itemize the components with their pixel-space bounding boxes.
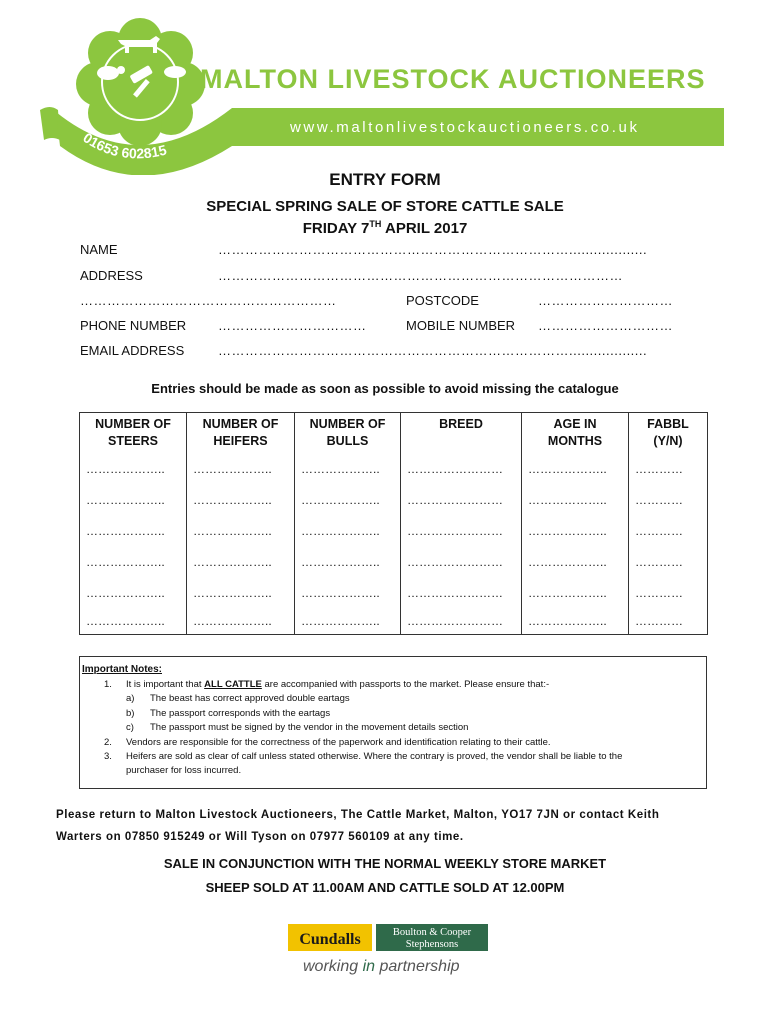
heifers-entry-field[interactable]: ……………….. [187, 453, 295, 484]
auctioneers-logo [0, 0, 232, 175]
partner-logos [288, 922, 493, 978]
bulls-entry-field[interactable]: ……………….. [295, 453, 401, 484]
age-entry-field[interactable]: ……………….. [522, 546, 629, 577]
partnership-tagline: working in partnership [303, 958, 460, 975]
fabbl-entry-field[interactable]: ………… [629, 546, 708, 577]
table-row [80, 515, 708, 546]
note-1c-label: c) [126, 722, 134, 733]
breed-entry-field[interactable]: …………………… [401, 484, 522, 515]
bulls-entry-field[interactable]: ……………….. [295, 484, 401, 515]
fabbl-entry-field[interactable]: ………… [629, 453, 708, 484]
address-label: ADDRESS [80, 268, 143, 283]
catalogue-notice: Entries should be made as soon as possible to avoid missing the catalogue [151, 381, 619, 396]
header-steers: NUMBER OF STEERS [80, 413, 187, 454]
table-row [80, 608, 708, 635]
note-1b-label: b) [126, 708, 135, 719]
header-age: AGE IN MONTHS [522, 413, 629, 454]
website-url[interactable]: www.maltonlivestockauctioneers.co.uk [290, 119, 640, 136]
phone-label: PHONE NUMBER [80, 318, 187, 333]
heifers-entry-field[interactable]: ……………….. [187, 577, 295, 608]
sale-times-note: SHEEP SOLD AT 11.00AM AND CATTLE SOLD AT 12.00PM [205, 880, 565, 895]
steers-entry-field[interactable]: ……………….. [80, 577, 187, 608]
age-entry-field[interactable]: ……………….. [522, 484, 629, 515]
breed-entry-field[interactable]: …………………… [401, 453, 522, 484]
cundalls-logo: Cundalls [299, 931, 361, 948]
note-3-number: 3. [104, 751, 112, 762]
note-1-text: It is important that ALL CATTLE are accompanied with passports to the market. Please ensure that:- [126, 679, 550, 690]
contact-line-2: Warters on 07850 915249 or Will Tyson on 07977 560109 at any time. [56, 831, 464, 843]
header-fabbl: FABBL (Y/N) [629, 413, 708, 454]
email-label: EMAIL ADDRESS [80, 343, 185, 358]
table-row [80, 577, 708, 608]
bulls-entry-field[interactable]: ……………….. [295, 577, 401, 608]
postcode-label: POSTCODE [406, 293, 479, 308]
steers-entry-field[interactable]: ……………….. [80, 515, 187, 546]
fabbl-entry-field[interactable]: ………… [629, 515, 708, 546]
sale-conjunction-note: SALE IN CONJUNCTION WITH THE NORMAL WEEKLY STORE MARKET [163, 856, 607, 871]
name-field[interactable]: ……………………………………………………………………................... [218, 242, 648, 257]
breed-entry-field[interactable]: …………………… [401, 577, 522, 608]
header-bulls: NUMBER OF BULLS [295, 413, 401, 454]
heifers-entry-field[interactable]: ……………….. [187, 515, 295, 546]
age-entry-field[interactable]: ……………….. [522, 608, 629, 635]
address-field[interactable]: ……………………………………………………………………………… [218, 268, 623, 283]
steers-entry-field[interactable]: ……………….. [80, 484, 187, 515]
phone-field[interactable]: …………………………… [218, 318, 367, 333]
brand-title: MALTON LIVESTOCK AUCTIONEERS [200, 64, 706, 94]
table-header-row [80, 413, 708, 454]
heifers-entry-field[interactable]: ……………….. [187, 546, 295, 577]
breed-entry-field[interactable]: …………………… [401, 546, 522, 577]
form-title: ENTRY FORM [329, 170, 441, 189]
note-1a-label: a) [126, 693, 135, 704]
table-row [80, 546, 708, 577]
note-1c-text: The passport must be signed by the vendor in the movement details section [150, 722, 469, 733]
contact-line-1: Please return to Malton Livestock Auctioneers, The Cattle Market, Malton, YO17 7JN or contact Keith [56, 809, 660, 821]
bulls-entry-field[interactable]: ……………….. [295, 515, 401, 546]
heifers-entry-field[interactable]: ……………….. [187, 608, 295, 635]
header-heifers: NUMBER OF HEIFERS [187, 413, 295, 454]
note-3-text-cont: purchaser for loss incurred. [126, 765, 242, 776]
note-1a-text: The beast has correct approved double eartags [150, 693, 350, 704]
table-row [80, 484, 708, 515]
notes-heading: Important Notes: [82, 664, 162, 675]
important-notes [79, 656, 707, 789]
fabbl-entry-field[interactable]: ………… [629, 608, 708, 635]
age-entry-field[interactable]: ……………….. [522, 515, 629, 546]
email-field[interactable]: ……………………………………………………………………................... [218, 343, 648, 358]
note-1b-text: The passport corresponds with the eartags [150, 708, 331, 719]
note-3-text: Heifers are sold as clear of calf unless stated otherwise. Where the contrary is proved, the vendor shall be liable to the [126, 751, 623, 762]
name-label: NAME [80, 242, 118, 257]
boulton-cooper-logo: Boulton & Cooper [392, 927, 472, 938]
bulls-entry-field[interactable]: ……………….. [295, 546, 401, 577]
table-row [80, 453, 708, 484]
ribbon-phone: 01653 602815 [80, 129, 169, 162]
address-line2-field[interactable]: ………………………………………………… [80, 293, 337, 308]
stephensons-logo: Stephensons [405, 939, 459, 950]
breed-entry-field[interactable]: …………………… [401, 515, 522, 546]
breed-entry-field[interactable]: …………………… [401, 608, 522, 635]
age-entry-field[interactable]: ……………….. [522, 453, 629, 484]
steers-entry-field[interactable]: ……………….. [80, 608, 187, 635]
postcode-field[interactable]: ………………………… [538, 293, 673, 308]
header-breed: BREED [401, 413, 522, 454]
age-entry-field[interactable]: ……………….. [522, 577, 629, 608]
fabbl-entry-field[interactable]: ………… [629, 577, 708, 608]
steers-entry-field[interactable]: ……………….. [80, 546, 187, 577]
sale-name: SPECIAL SPRING SALE OF STORE CATTLE SALE [206, 198, 564, 215]
fabbl-entry-field[interactable]: ………… [629, 484, 708, 515]
mobile-label: MOBILE NUMBER [406, 318, 516, 333]
return-instructions [56, 804, 726, 848]
entries-table [79, 412, 708, 635]
note-1-number: 1. [104, 679, 112, 690]
steers-entry-field[interactable]: ……………….. [80, 453, 187, 484]
note-2-number: 2. [104, 737, 112, 748]
sale-date: FRIDAY 7TH APRIL 2017 [302, 219, 468, 237]
bulls-entry-field[interactable]: ……………….. [295, 608, 401, 635]
heifers-entry-field[interactable]: ……………….. [187, 484, 295, 515]
note-2-text: Vendors are responsible for the correctness of the paperwork and identification relating to their cattle. [126, 737, 551, 748]
mobile-field[interactable]: ………………………… [538, 318, 673, 333]
